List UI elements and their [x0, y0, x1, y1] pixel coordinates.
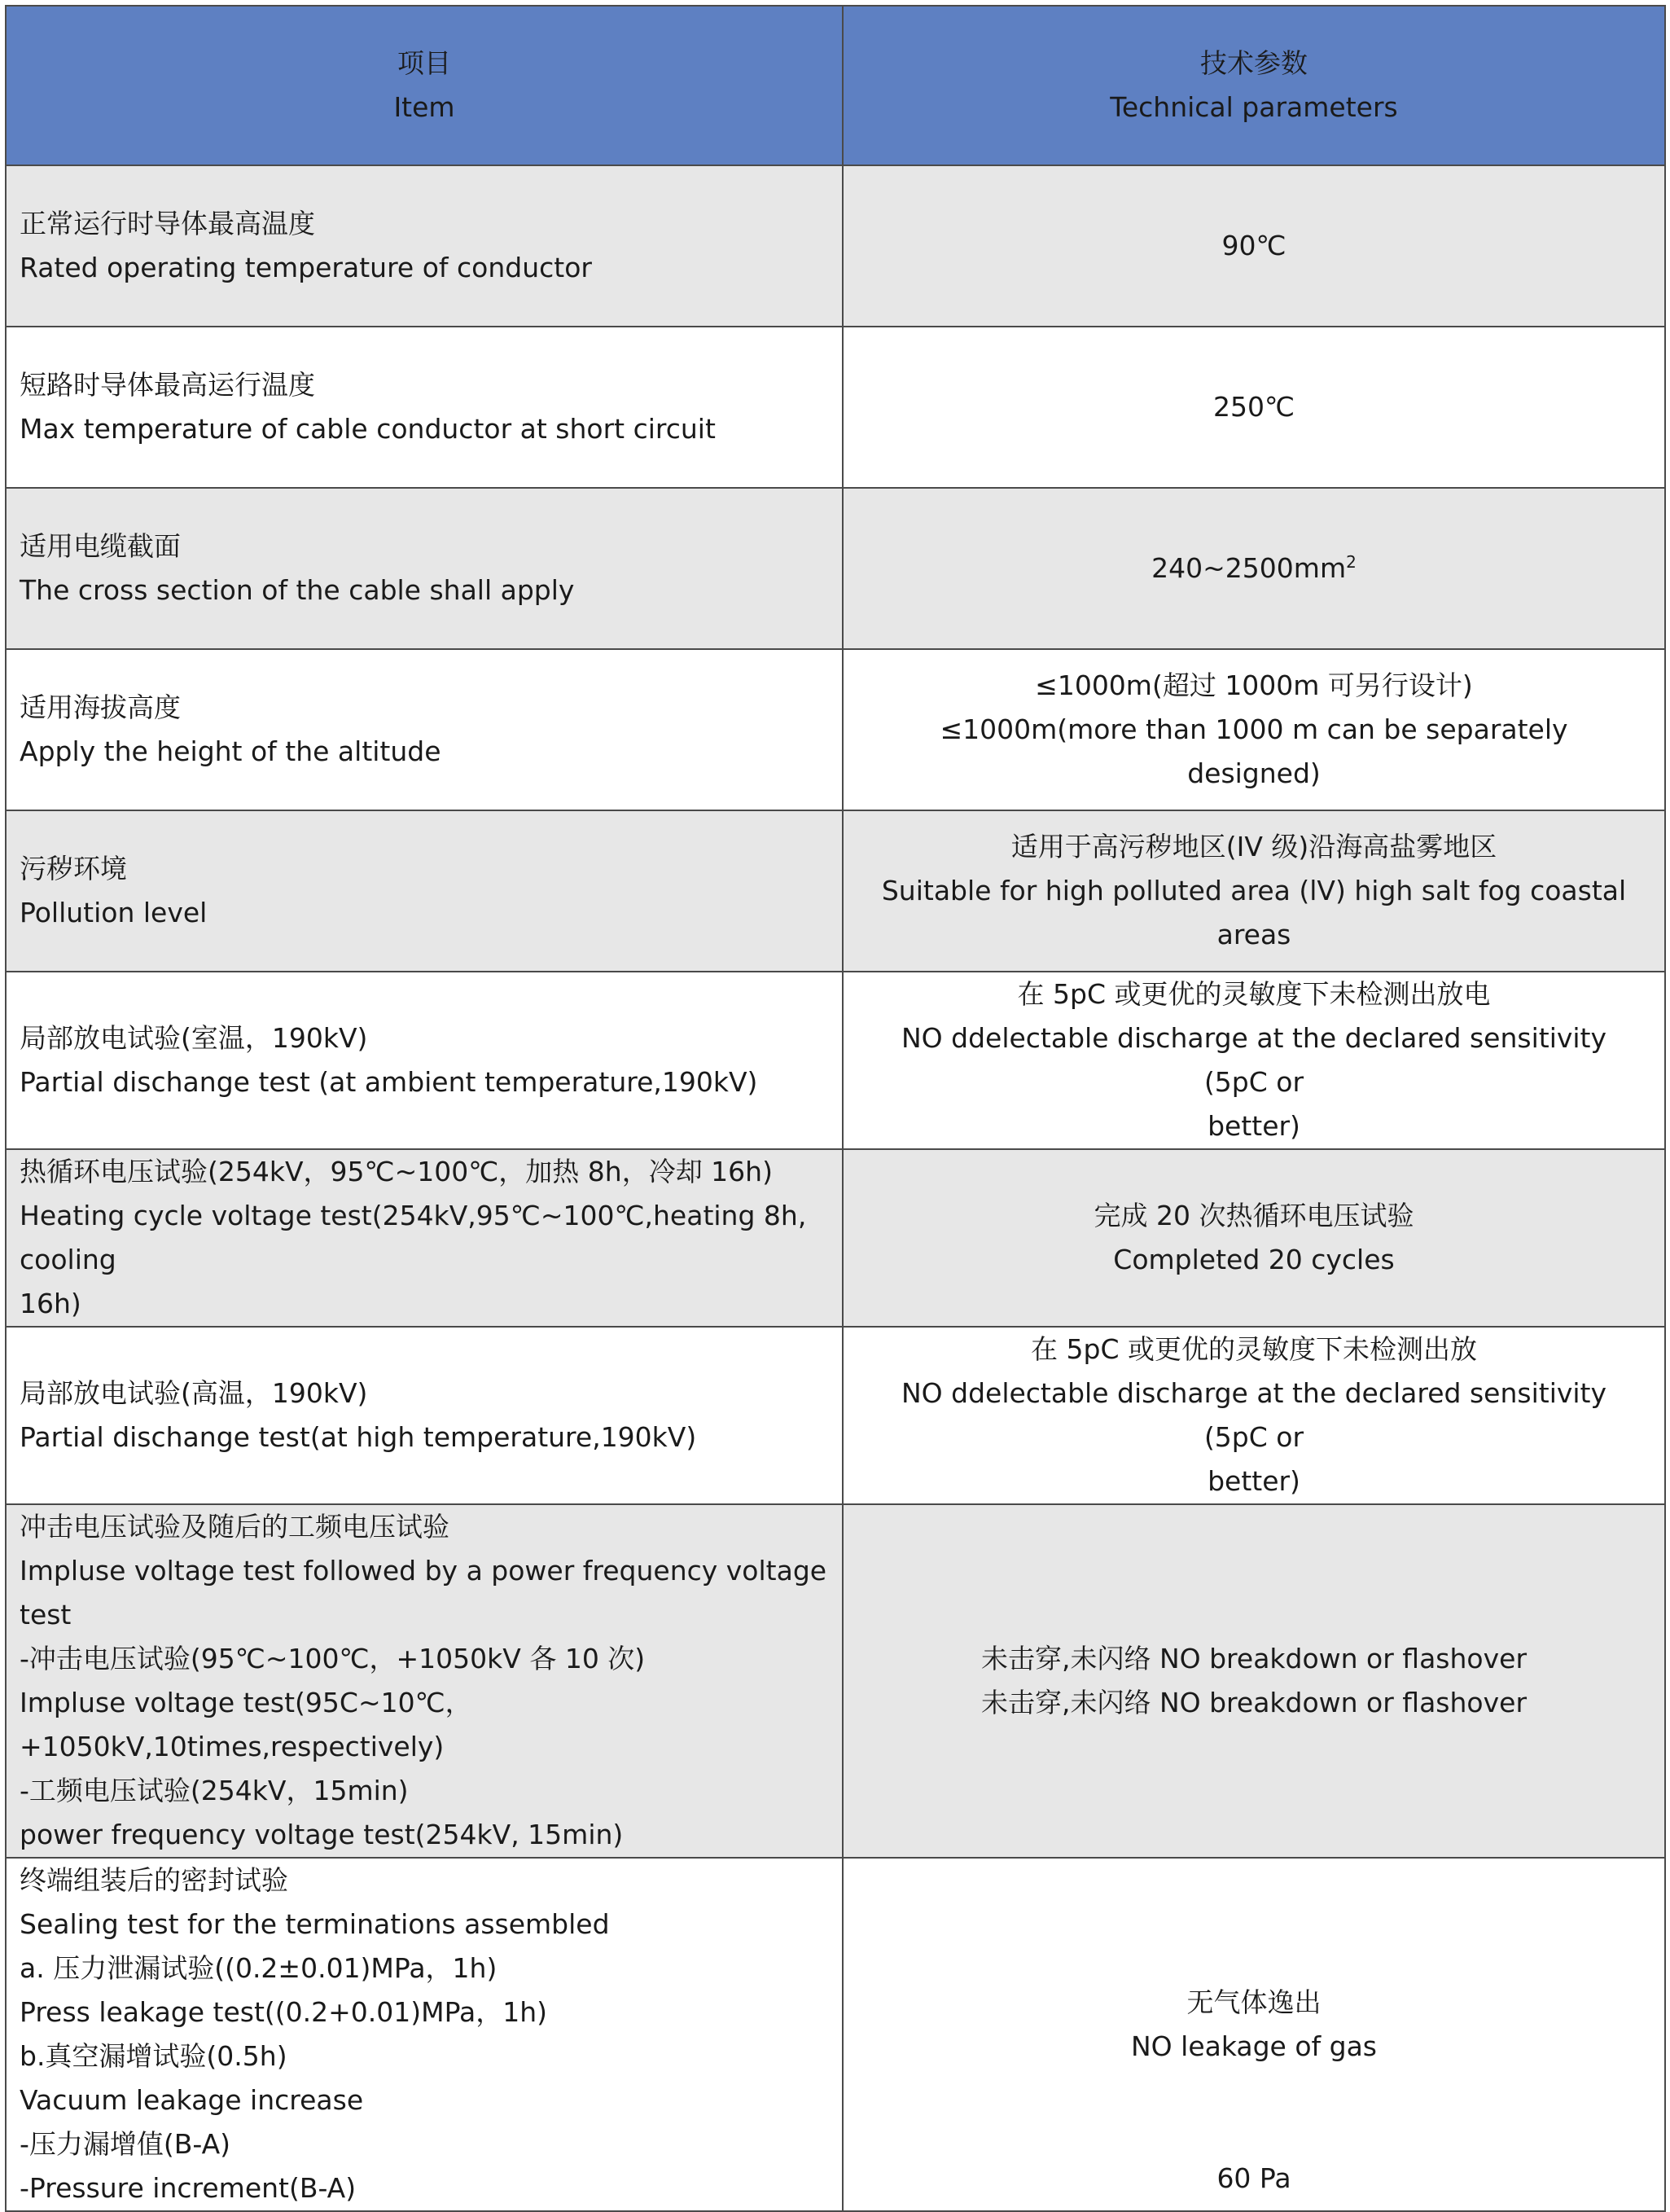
param-line: ≤1000m(超过 1000m 可另行设计)	[1035, 669, 1473, 701]
param-cell	[843, 327, 1665, 488]
header-param-zh: 技术参数	[1200, 47, 1308, 79]
param-cell	[843, 165, 1665, 327]
item-line: Heating cycle voltage test(254kV,95℃~100℃,heating 8h, cooling	[20, 1200, 807, 1275]
param-cell	[843, 1858, 1665, 2211]
param-line: NO leakage of gas	[1131, 2030, 1377, 2062]
item-line: 正常运行时导体最高温度	[20, 208, 315, 239]
param-cell	[843, 649, 1665, 810]
item-line: 污秽环境	[20, 853, 127, 884]
technical-parameters-table	[5, 5, 1666, 2212]
item-line: -工频电压试验(254kV，15min)	[20, 1775, 409, 1806]
item-line: -Pressure increment(B-A)	[20, 2172, 357, 2204]
item-line: Partial dischange test(at high temperature,190kV)	[20, 1421, 697, 1453]
param-cell	[843, 1327, 1665, 1504]
header-param-en: Technical parameters	[1110, 91, 1398, 123]
table-row	[6, 810, 1665, 972]
item-cell	[6, 488, 843, 649]
table-row	[6, 488, 1665, 649]
param-cell	[843, 810, 1665, 972]
param-line: Suitable for high polluted area (lV) high salt fog coastal areas	[881, 875, 1627, 950]
item-line: power frequency voltage test(254kV, 15min)	[20, 1819, 624, 1850]
item-line: Vacuum leakage increase	[20, 2084, 364, 2116]
item-line: 短路时导体最高运行温度	[20, 369, 315, 401]
cross-section-value: 240~2500mm	[1151, 552, 1347, 584]
item-line: Rated operating temperature of conductor	[20, 252, 592, 283]
header-item	[6, 6, 843, 165]
item-cell	[6, 1327, 843, 1504]
item-cell	[6, 1504, 843, 1858]
item-line: Partial dischange test (at ambient temperature,190kV)	[20, 1066, 758, 1098]
item-line: -压力漏增值(B-A)	[20, 2128, 231, 2160]
item-cell	[6, 972, 843, 1149]
param-cell	[843, 972, 1665, 1149]
param-line: 完成 20 次热循环电压试验	[1094, 1200, 1414, 1231]
table-row	[6, 649, 1665, 810]
table-row	[6, 972, 1665, 1149]
table-row	[6, 1327, 1665, 1504]
table-row	[6, 1858, 1665, 2211]
table-row	[6, 1504, 1665, 1858]
item-cell	[6, 1858, 843, 2211]
item-line: 适用电缆截面	[20, 530, 181, 562]
superscript-2: 2	[1346, 552, 1357, 572]
item-line: The cross section of the cable shall apply	[20, 574, 575, 606]
item-line: Apply the height of the altitude	[20, 735, 441, 767]
item-line: 热循环电压试验(254kV，95℃~100℃，加热 8h，冷却 16h)	[20, 1156, 773, 1187]
item-line: Impluse voltage test(95C~10℃，+1050kV,10times,respectively)	[20, 1687, 472, 1762]
param-line: 250℃	[1212, 391, 1295, 423]
param-line: better)	[1208, 1110, 1300, 1142]
gas-leakage-result	[844, 1981, 1664, 2069]
param-cell	[843, 488, 1665, 649]
param-line: 适用于高污秽地区(IV 级)沿海高盐雾地区	[1010, 831, 1497, 862]
item-line: Max temperature of cable conductor at short circuit	[20, 413, 716, 445]
item-cell	[6, 165, 843, 327]
param-line: 在 5pC 或更优的灵敏度下未检测出放电	[1017, 978, 1491, 1010]
item-line: 终端组装后的密封试验	[20, 1864, 288, 1896]
header-item-zh: 项目	[397, 47, 451, 79]
header-item-en: Item	[393, 91, 455, 123]
param-line: ≤1000m(more than 1000 m can be separately designed)	[940, 713, 1568, 789]
item-line: -冲击电压试验(95℃~100℃，+1050kV 各 10 次)	[20, 1643, 646, 1674]
item-line: 16h)	[20, 1288, 81, 1319]
table-row	[6, 1149, 1665, 1327]
item-line: Impluse voltage test followed by a power frequency voltage test	[20, 1555, 827, 1630]
table-row	[6, 165, 1665, 327]
item-cell	[6, 327, 843, 488]
param-line: NO ddelectable discharge at the declared sensitivity (5pC or	[901, 1377, 1607, 1453]
item-cell	[6, 1149, 843, 1327]
param-line: NO ddelectable discharge at the declared sensitivity (5pC or	[901, 1022, 1607, 1098]
item-line: Sealing test for the terminations assembled	[20, 1908, 610, 1940]
item-cell	[6, 810, 843, 972]
item-line: 冲击电压试验及随后的工频电压试验	[20, 1511, 449, 1543]
table-header-row	[6, 6, 1665, 165]
param-cell	[843, 1504, 1665, 1858]
param-line: 90℃	[1221, 230, 1286, 261]
param-line: Completed 20 cycles	[1113, 1244, 1395, 1275]
table-row	[6, 327, 1665, 488]
param-line: 在 5pC 或更优的灵敏度下未检测出放	[1031, 1333, 1477, 1365]
item-line: a. 压力泄漏试验((0.2±0.01)MPa，1h)	[20, 1952, 497, 1984]
item-line: b.真空漏增试验(0.5h)	[20, 2040, 287, 2072]
param-line: 未击穿,未闪络 NO breakdown or flashover	[980, 1687, 1528, 1718]
header-param	[843, 6, 1665, 165]
param-line: 未击穿,未闪络 NO breakdown or flashover	[980, 1643, 1528, 1674]
item-cell	[6, 649, 843, 810]
item-line: 局部放电试验(室温，190kV)	[20, 1022, 368, 1054]
item-line: 局部放电试验(高温，190kV)	[20, 1377, 368, 1409]
param-cell	[843, 1149, 1665, 1327]
item-line: Press leakage test((0.2+0.01)MPa，1h)	[20, 1996, 548, 2028]
param-line	[876, 546, 1632, 590]
param-line: better)	[1208, 1465, 1300, 1497]
item-line: 适用海拔高度	[20, 691, 181, 723]
item-line: Pollution level	[20, 897, 208, 928]
param-line: 无气体逸出	[1186, 1986, 1322, 2018]
pressure-increment-value: 60 Pa	[1216, 2162, 1291, 2194]
